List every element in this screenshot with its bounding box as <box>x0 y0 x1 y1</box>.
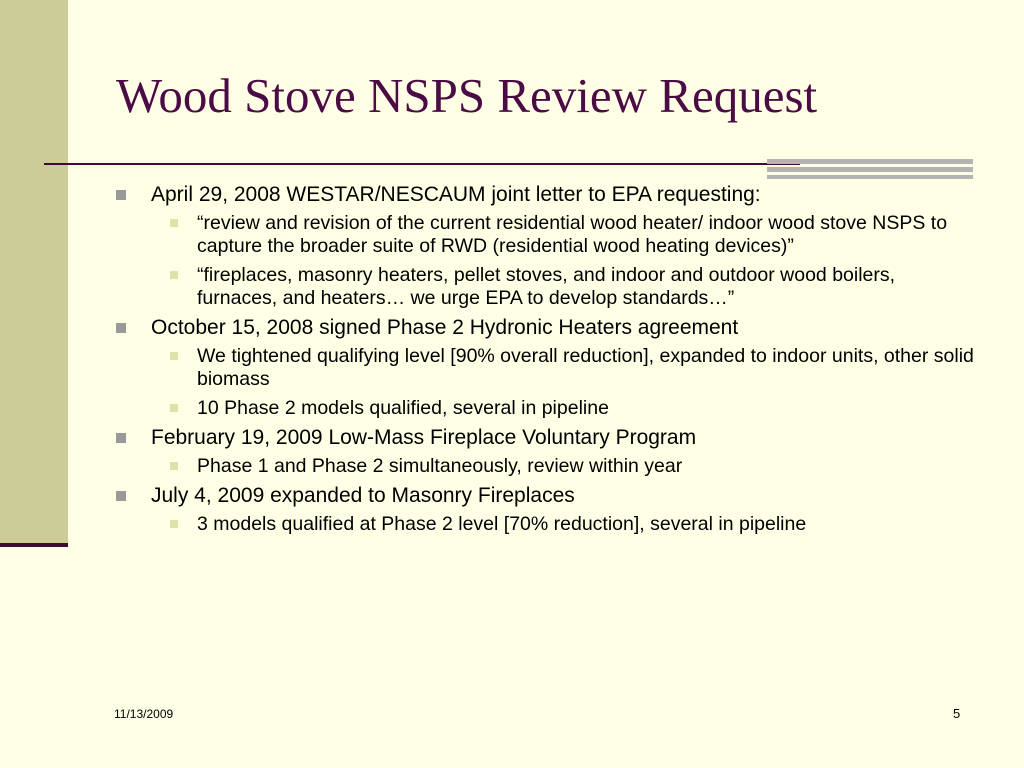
decorative-bar <box>767 167 973 172</box>
title-divider <box>44 163 800 165</box>
left-decorative-band <box>0 0 68 545</box>
sub-bullet-item: “fireplaces, masonry heaters, pellet stoves, and indoor and outdoor wood boilers, furnaces, and heaters… we urge EPA to develop standards…” <box>162 264 976 310</box>
sub-bullet-item: 3 models qualified at Phase 2 level [70% reduction], several in pipeline <box>162 513 976 536</box>
sub-bullet-list <box>116 513 976 536</box>
sub-bullet-item: 10 Phase 2 models qualified, several in pipeline <box>162 397 976 420</box>
bullet-item: July 4, 2009 expanded to Masonry Fireplaces <box>116 484 976 508</box>
left-band-rule <box>0 543 68 547</box>
sub-bullet-item: “review and revision of the current residential wood heater/ indoor wood stove NSPS to capture the broader suite of RWD (residential wood heating devices)” <box>162 212 976 258</box>
slide-content <box>116 183 976 542</box>
sub-bullet-list <box>116 212 976 310</box>
sub-bullet-item: We tightened qualifying level [90% overall reduction], expanded to indoor units, other solid biomass <box>162 345 976 391</box>
footer-date: 11/13/2009 <box>114 707 174 721</box>
slide-title: Wood Stove NSPS Review Request <box>116 68 818 123</box>
sub-bullet-list <box>116 455 976 478</box>
sub-bullet-list <box>116 345 976 420</box>
bullet-item: October 15, 2008 signed Phase 2 Hydronic Heaters agreement <box>116 316 976 340</box>
sub-bullet-item: Phase 1 and Phase 2 simultaneously, review within year <box>162 455 976 478</box>
page-number: 5 <box>953 706 961 721</box>
decorative-bar <box>767 159 973 164</box>
bullet-item: February 19, 2009 Low-Mass Fireplace Voluntary Program <box>116 426 976 450</box>
bullet-item: April 29, 2008 WESTAR/NESCAUM joint letter to EPA requesting: <box>116 183 976 207</box>
decorative-bar <box>767 175 973 179</box>
